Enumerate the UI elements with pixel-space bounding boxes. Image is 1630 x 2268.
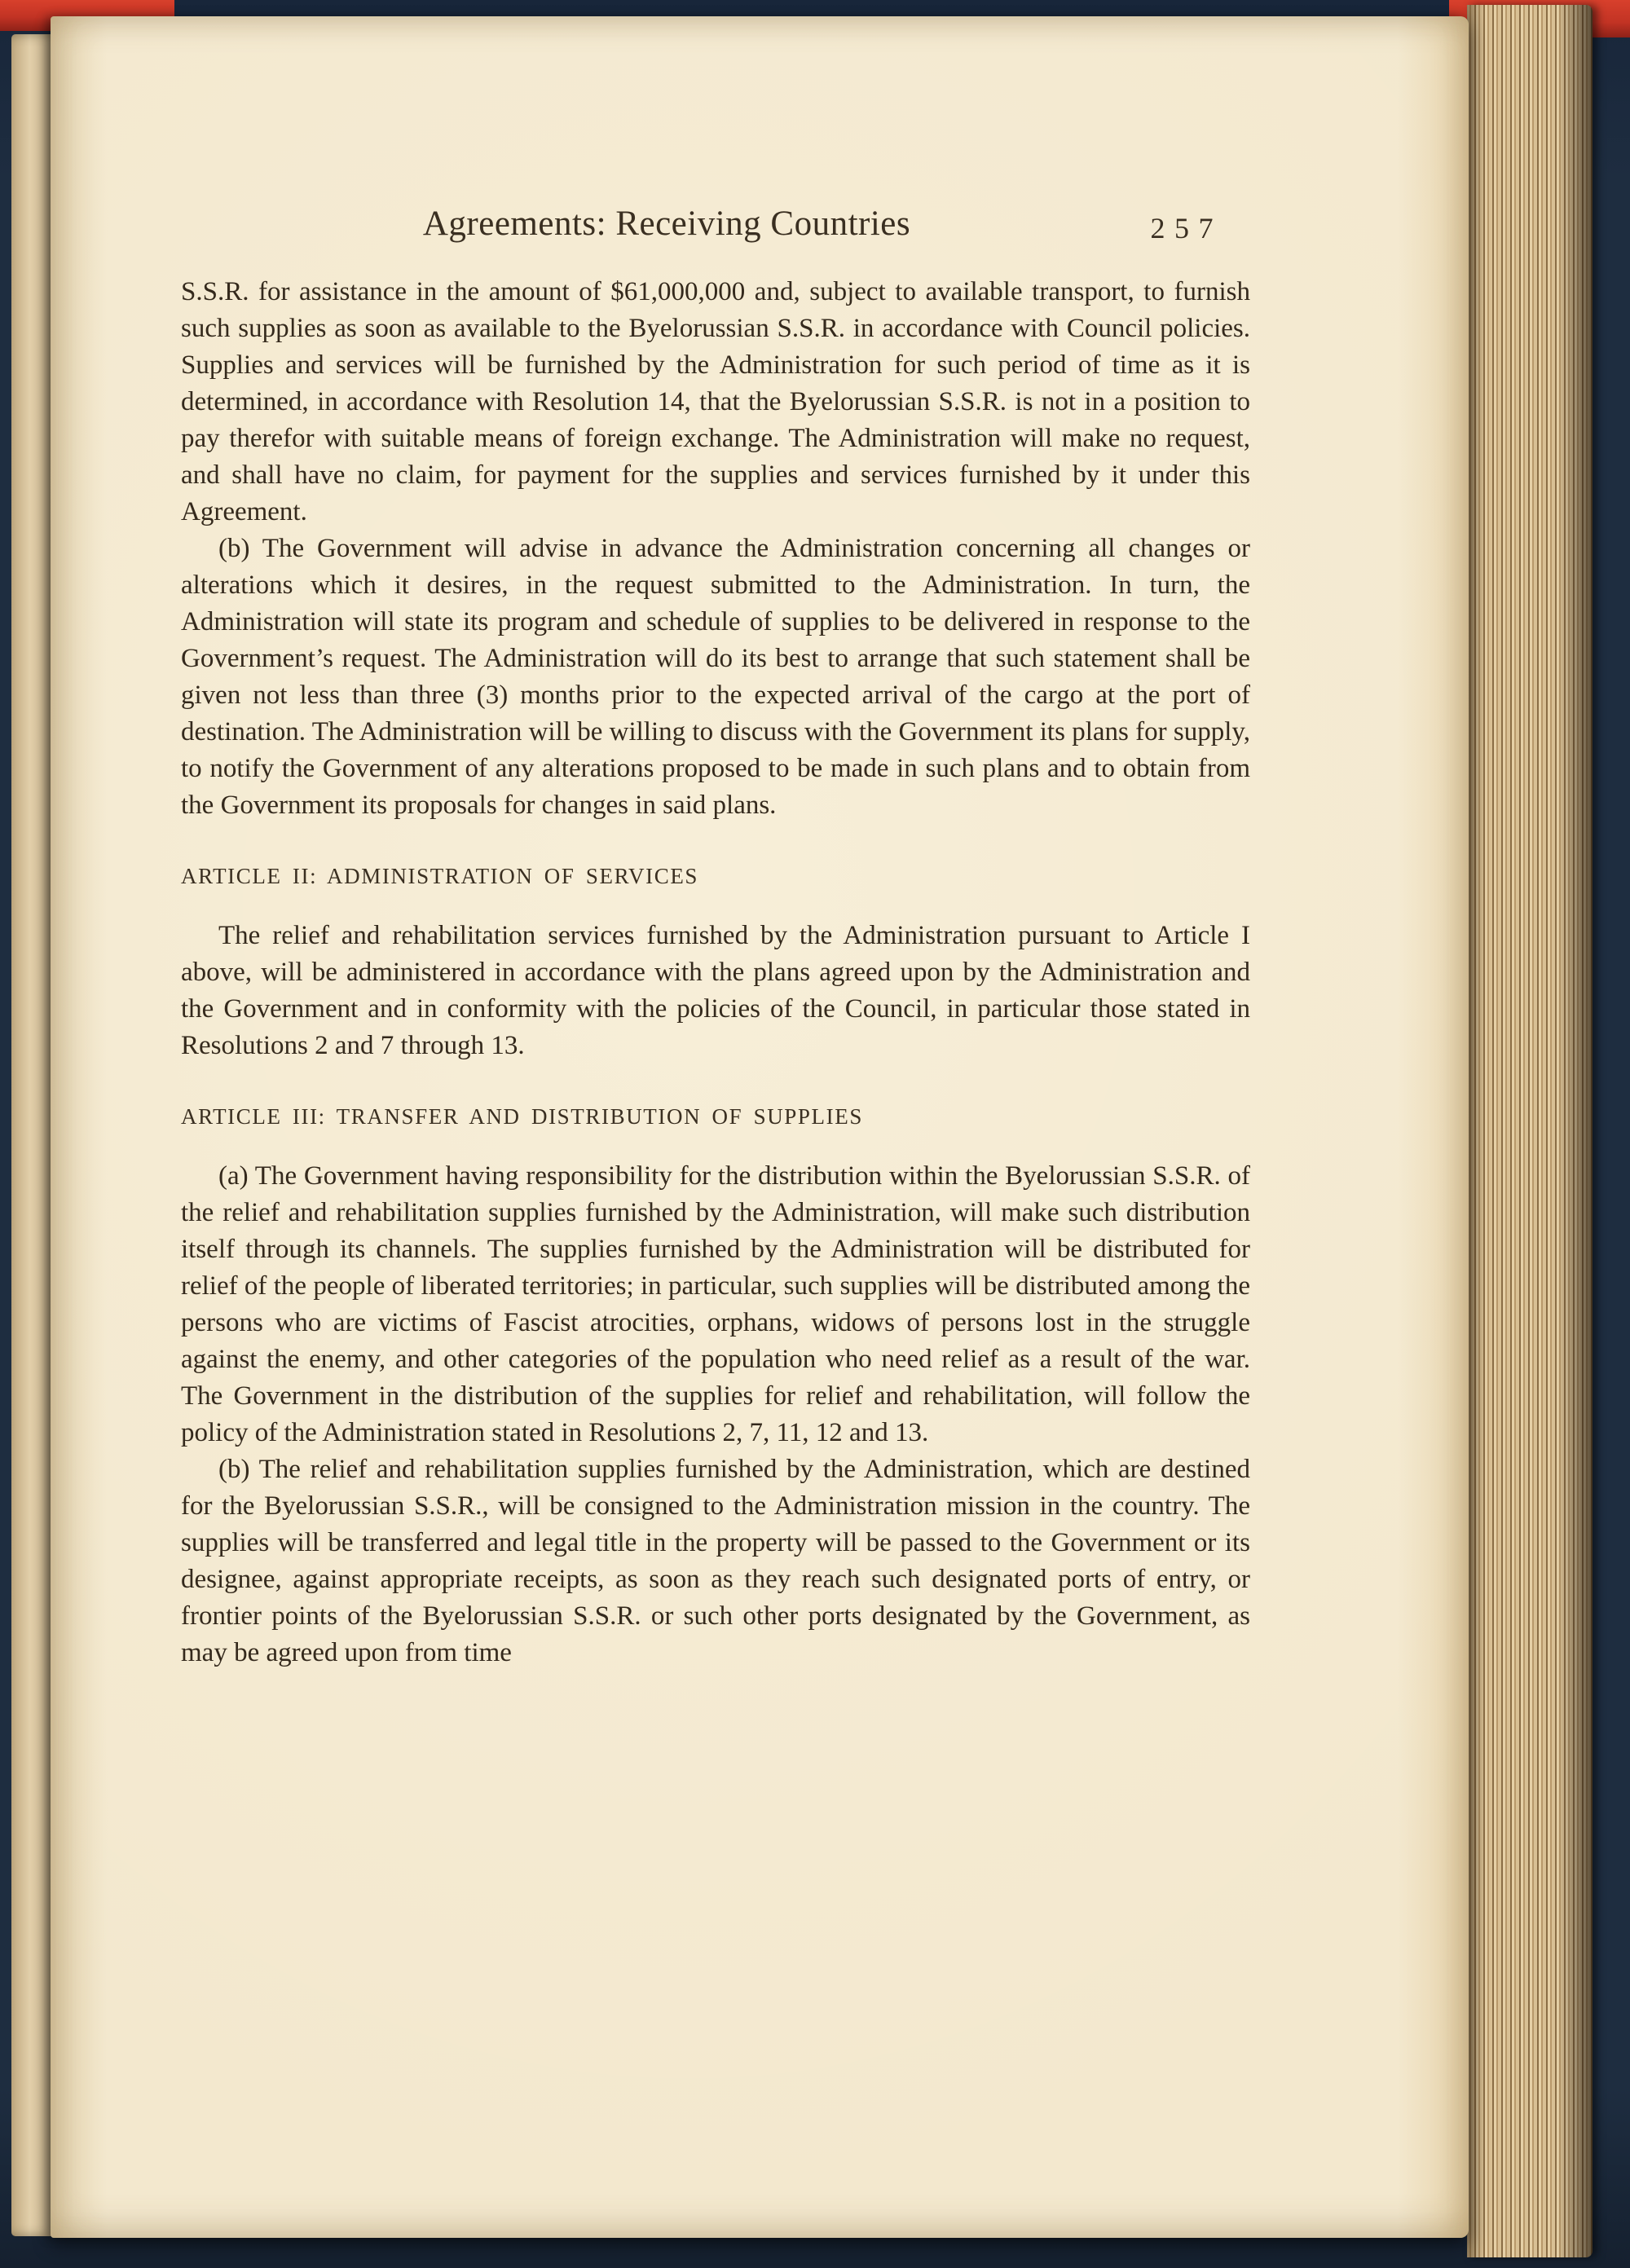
article-heading: ARTICLE II: ADMINISTRATION OF SERVICES [181,864,699,888]
body-paragraph: (b) The Government will advise in advance the Administration concerning all changes or alterations which it desires, in the request submitted to the Administration. In turn, the Administration will state its program and schedule of supplies to be delivered in response to the Government’s request. The Administration will do its best to arrange that such statement shall be given not less than three (3) months prior to the expected arrival of the cargo at the port of destination. The Administration will be willing to discuss with the Government its plans for supply, to notify the Government of any alterations proposed to be made in such plans and to obtain from the Government its proposals for changes in said plans. [181,534,1250,820]
body-paragraph: (b) The relief and rehabilitation supplies furnished by the Administration, which are destined for the Byelorussian S.S.R., will be consigned to the Administration mission in the country. The supplies will be transferred and legal title in the property will be passed to the Government or its designee, against appropriate receipts, as soon as they reach such designated ports of entry, or frontier points of the Byelorussian S.S.R. or such other ports designated by the Government, as may be agreed upon from time [181,1455,1250,1667]
page-fore-edges [1467,5,1593,2257]
body-paragraph: S.S.R. for assistance in the amount of $61,000,000 and, subject to available transport, to furnish such supplies as soon as available to the Byelorussian S.S.R. in accordance with Council policies. Supplies and services will be furnished by the Administration for such period of time as it is determined, in accordance with Resolution 14, that the Byelorussian S.S.R. is not in a position to pay therefor with suitable means of foreign exchange. The Administration will make no request, and shall have no claim, for payment for the supplies and services furnished by it under this Agreement. [181,277,1250,526]
body-paragraph: The relief and rehabilitation services furnished by the Administration pursuant to Article I above, will be administered in accordance with the plans agreed upon by the Administration and the Government and in conformity with the policies of the Council, in particular those stated in Resolutions 2 and 7 through 13. [181,921,1250,1060]
running-header-title: Agreements: Receiving Countries [422,205,911,243]
page-text-column [181,205,1250,1671]
body-paragraph: (a) The Government having responsibility for the distribution within the Byelorussian S.S.R. of the relief and rehabilitation supplies furnished by the Administration, will make such distribution itself through its channels. The supplies furnished by the Administration will be distributed for relief of the people of liberated territories; in particular, such supplies will be distributed among the persons who are victims of Fascist atrocities, orphans, widows of persons lost in the struggle against the enemy, and other categories of the population who need relief as a result of the war. The Government in the distribution of the supplies for relief and rehabilitation, will follow the policy of the Administration stated in Resolutions 2, 7, 11, 12 and 13. [181,1161,1250,1447]
book-page [51,16,1469,2238]
running-header [181,205,1250,253]
article-heading: ARTICLE III: TRANSFER AND DISTRIBUTION OF SUPPLIES [181,1104,863,1129]
page-text [181,274,1250,1671]
page-number: 257 [1150,212,1222,244]
